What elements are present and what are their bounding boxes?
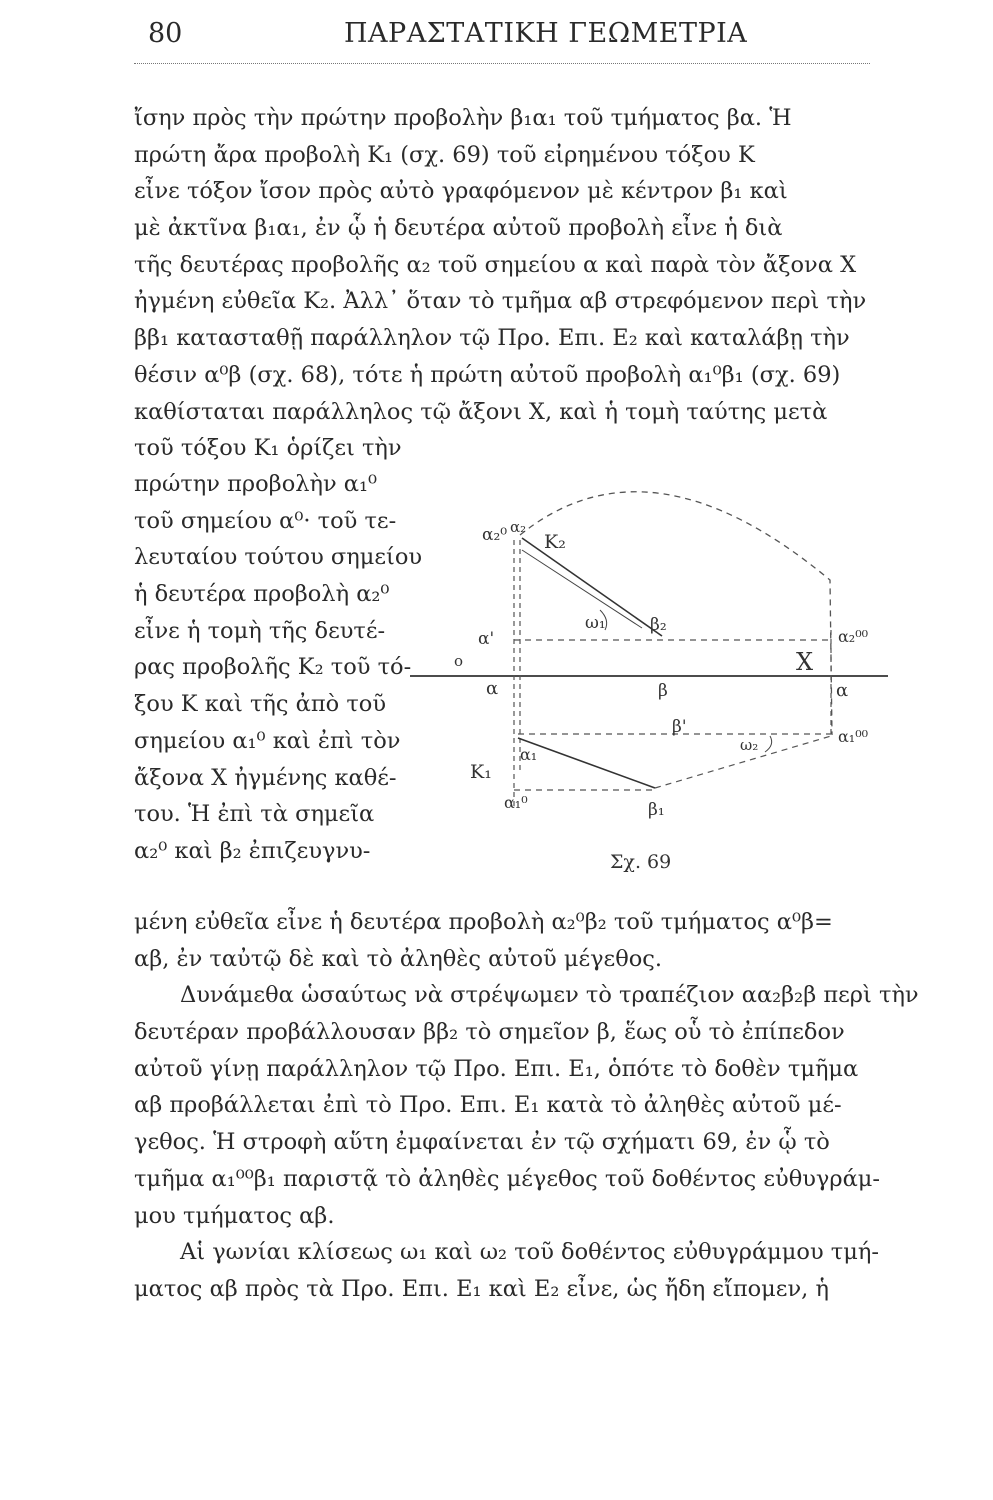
text-line: πρώτη ἄρα προβολὴ Κ₁ (σχ. 69) τοῦ εἰρημένου τόξου Κ — [134, 141, 755, 168]
text-line: αὐτοῦ γίνῃ παράλληλον τῷ Προ. Επι. Ε₁, ὁπότε τὸ δοθὲν τμῆμα — [134, 1055, 859, 1082]
label-k2: Κ₂ — [544, 531, 566, 553]
segment-a2-b2-inner — [522, 550, 642, 628]
figure-69 — [410, 470, 900, 890]
label-omega1: ω₁ — [585, 613, 606, 633]
text-line: ρας προβολῆς Κ₂ τοῦ τό- — [134, 654, 412, 681]
geometry-diagram — [410, 470, 900, 890]
text-line: σημείου α₁⁰ καὶ ἐπὶ τὸν — [134, 727, 401, 754]
paragraph-top — [134, 100, 900, 467]
text-line: τοῦ τόξου Κ₁ ὁρίζει τὴν — [134, 435, 402, 462]
label-a10: α₁⁰ — [504, 793, 528, 812]
label-a-right-top: α₂⁰⁰ — [838, 627, 869, 646]
text-line: αβ προβάλλεται ἐπὶ τὸ Προ. Επι. Ε₁ κατὰ τὸ ἀληθὲς αὐτοῦ μέ- — [134, 1092, 842, 1119]
text-line: ματος αβ πρὸς τὰ Προ. Επι. Ε₁ καὶ Ε₂ εἶνε, ὡς ἤδη εἴπομεν, ἡ — [134, 1275, 829, 1302]
segment-a1-b1 — [518, 738, 655, 788]
text-line: Αἱ γωνίαι κλίσεως ω₁ καὶ ω₂ τοῦ δοθέντος εὐθυγράμμου τμή- — [180, 1239, 879, 1266]
paragraph-bottom — [134, 904, 919, 1308]
label-o: ο — [454, 652, 464, 670]
label-beta: β — [658, 681, 668, 701]
text-line: ἄξονα Χ ἠγμένης καθέ- — [134, 764, 397, 791]
arc-k — [520, 492, 832, 735]
page-header — [148, 18, 898, 58]
angle-omega2 — [765, 736, 772, 752]
label-a-left: α — [486, 678, 499, 699]
text-line: ξου Κ καὶ τῆς ἀπὸ τοῦ — [134, 691, 386, 718]
label-k1: Κ₁ — [470, 761, 492, 783]
label-a1: α₁ — [520, 745, 538, 764]
label-a100: α₁⁰⁰ — [838, 727, 869, 746]
text-line: τῆς δευτέρας προβολῆς α₂ τοῦ σημείου α καὶ παρὰ τὸν ἄξονα Χ — [134, 251, 857, 278]
text-line: θέσιν α⁰β (σχ. 68), τότε ἡ πρώτη αὐτοῦ προβολὴ α₁⁰β₁ (σχ. 69) — [134, 361, 841, 388]
text-line: ἡ δευτέρα προβολὴ α₂⁰ — [134, 581, 390, 608]
label-beta-prime: β' — [672, 717, 687, 737]
text-line: α₂⁰ καὶ β₂ ἐπιζευγνυ- — [134, 837, 371, 864]
figure-caption: Σχ. 69 — [610, 851, 672, 873]
text-line: δευτέραν προβάλλουσαν ββ₂ τὸ σημεῖον β, ἕως οὗ τὸ ἐπίπεδον — [134, 1019, 845, 1046]
text-line: του. Ἡ ἐπὶ τὰ σημεῖα — [134, 801, 375, 828]
text-line: γεθος. Ἡ στροφὴ αὕτη ἐμφαίνεται ἐν τῷ σχήματι 69, ἐν ᾧ τὸ — [134, 1129, 830, 1156]
text-line: Δυνάμεθα ὡσαύτως νὰ στρέψωμεν τὸ τραπέζιον αα₂β₂β περὶ τὴν — [180, 982, 919, 1009]
text-line: πρώτην προβολὴν α₁⁰ — [134, 471, 378, 497]
text-line: μένη εὐθεῖα εἶνε ἡ δευτέρα προβολὴ α₂⁰β₂ τοῦ τμήματος α⁰β= — [134, 909, 833, 935]
label-b2: β₂ — [650, 615, 667, 635]
header-rule — [134, 63, 870, 64]
running-title: ΠΑΡΑΣΤΑΤΙΚΗ ΓΕΩΜΕΤΡΙΑ — [344, 18, 748, 49]
paragraph-left-column — [134, 466, 434, 870]
text-line: ἠγμένη εὐθεῖα Κ₂. Ἀλλ᾽ ὅταν τὸ τμῆμα αβ στρεφόμενον περὶ τὴν — [134, 288, 867, 315]
text-line: καθίσταται παράλληλος τῷ ἄξονι Χ, καὶ ἡ τομὴ ταύτης μετὰ — [134, 398, 828, 425]
label-b1: β₁ — [648, 800, 665, 820]
text-line: αβ, ἐν ταὐτῷ δὲ καὶ τὸ ἀληθὲς αὐτοῦ μέγεθος. — [134, 945, 663, 972]
text-line: ββ₁ κατασταθῇ παράλληλον τῷ Προ. Επι. Ε₂ καὶ καταλάβῃ τὴν — [134, 325, 850, 352]
label-a-right: α — [836, 680, 849, 701]
text-line: εἶνε ἡ τομὴ τῆς δευτέ- — [134, 617, 386, 644]
text-line: λευταίου τούτου σημείου — [134, 544, 423, 571]
label-a-prime: α' — [478, 629, 495, 649]
text-line: εἶνε τόξον ἴσον πρὸς αὐτὸ γραφόμενον μὲ κέντρον β₁ καὶ — [134, 178, 788, 205]
text-line: τμῆμα α₁⁰⁰β₁ παριστᾷ τὸ ἀληθὲς μέγεθος τοῦ δοθέντος εὐθυγράμ- — [134, 1165, 881, 1192]
text-line: τοῦ σημείου α⁰· τοῦ τε- — [134, 507, 397, 534]
label-x-axis: Χ — [796, 648, 814, 676]
label-omega2: ω₂ — [740, 736, 759, 754]
label-a20: α₂⁰ — [482, 525, 508, 545]
text-line: ἴσην πρὸς τὴν πρώτην προβολὴν β₁α₁ τοῦ τμήματος βα. Ἡ — [134, 105, 792, 131]
text-line: μὲ ἀκτῖνα β₁α₁, ἐν ᾧ ἡ δευτέρα αὐτοῦ προβολὴ εἶνε ἡ διὰ — [134, 215, 783, 242]
label-a2: α₂ — [510, 518, 527, 536]
text-line: μου τμήματος αβ. — [134, 1202, 335, 1229]
page-number: 80 — [148, 18, 183, 49]
